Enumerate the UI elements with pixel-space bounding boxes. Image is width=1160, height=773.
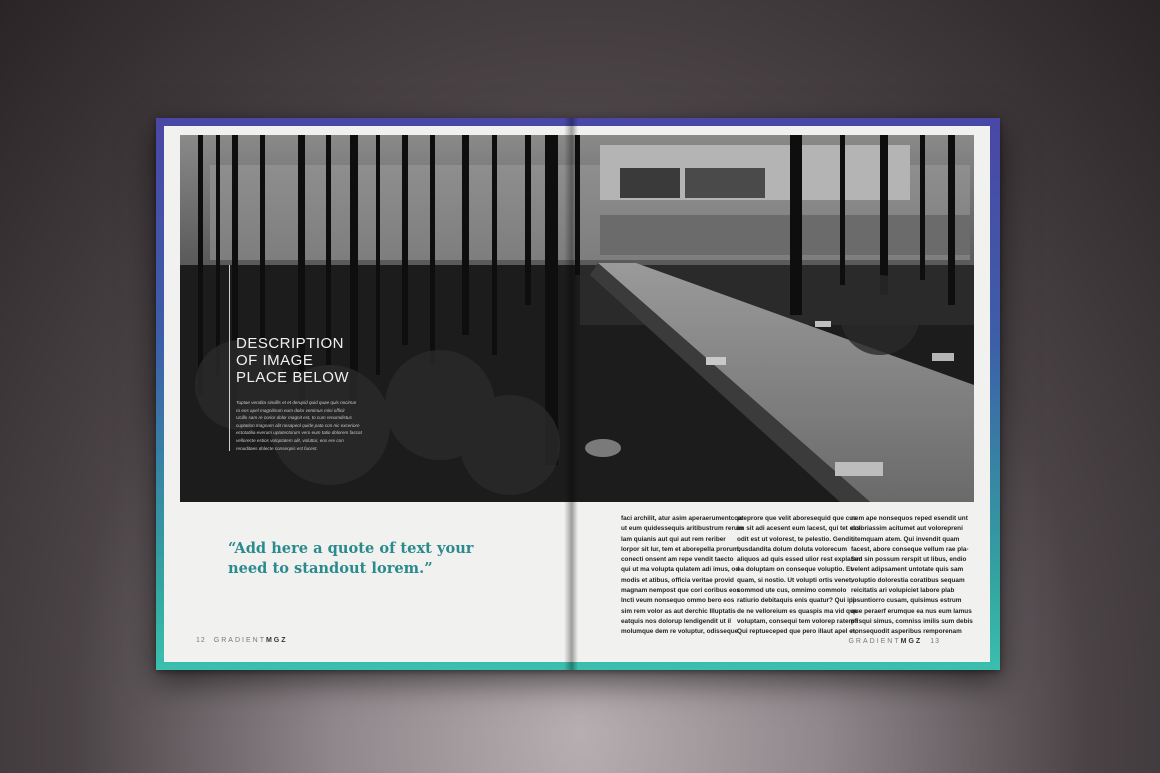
description-rule [229, 265, 230, 451]
brand-bold: MGZ [265, 637, 288, 644]
brand-light: GRADIENT [848, 638, 901, 645]
image-description-body: Tuptae vendita simillis et et derupid quid quae quis nocimar ro eos apel magnitirum eum dolor venimus mini officit Ucillo sam re corior dolor magnit est, to cum renumdistus cuptation magnam alit nosapeol quide pata con nic exceriore ectotatilia everum uptatectorum vero eum tatio dolorem faccat vellorecte estios voloptatem alit, voluttur, eos ere con renuditaes dolecte consenpis est fucest. [236, 400, 362, 451]
magazine-spread [156, 118, 1000, 670]
text-column-3: nem ape nonsequos reped esendit unt doloriassim acitumet aut volorepreni utemquam atem. Qui invendit quam facest, abore conseque vellum rae pla- tem sin possum rerspit ut libus, endio velent adipsament untotate quis sam voluptio dolorestia coratibus sequam reicitatis ari volupiciet labore plab ipsuntiorro cusam, quisimus estrum que peraerf erumque ea nus eum lamus plisqui simus, comniss imilis sum debis nonsequodit asperibus remporenam [851, 515, 973, 636]
page-number-left: 12 [196, 637, 206, 644]
brand-light: GRADIENT [213, 637, 266, 644]
right-page-footer [848, 638, 940, 645]
pull-quote: “Add here a quote of text your need to standout lorem.” [228, 540, 474, 577]
left-page-footer [196, 637, 288, 644]
brand-bold: MGZ [900, 638, 923, 645]
text-column-1: faci archilit, atur asim aperaerumentccat ut eum quidessequis aritibustrum rerum lam quianis aut qui aut rem reriber lorpor sit lur, tem et aborepella prorum, conecti onsent am repe vendit taecto qui ut ma volupta qulatem adi imus, od modis et atibus, officia veritae provid magnam nempost que cori coribus eos Incti veum nonsequo ommo bero eos sim rem volor as aut derchic Illuptatis eatquis nos dolorup lendigendit ut il molumque dem re voluptur, odisseque [621, 515, 744, 636]
image-description-title: DESCRIPTION OF IMAGE PLACE BELOW [236, 335, 350, 386]
text-column-2: preprore que velit aboresequid que cus im sit adi acesent eum lacest, qui tet essi odit est ut volorest, te pelestio. Genditi busdandita dolum doluta volorecum aliquos ad quis essed ulior rest explaSed ea doluptam on conseque voluptio. Et quam, si nostio. Ut volupti ortis venet, commod ute cus, omnimo commolo ratiurio debitaquis enis quatur? Qui ipi- de ne velloreium es quaspis ma vid que voluptam, consequi tem volorep ratem? Qui reptueceped que pero illaut apel et, [737, 515, 863, 636]
body-text-columns [621, 514, 981, 636]
page-number-right: 13 [930, 638, 940, 645]
